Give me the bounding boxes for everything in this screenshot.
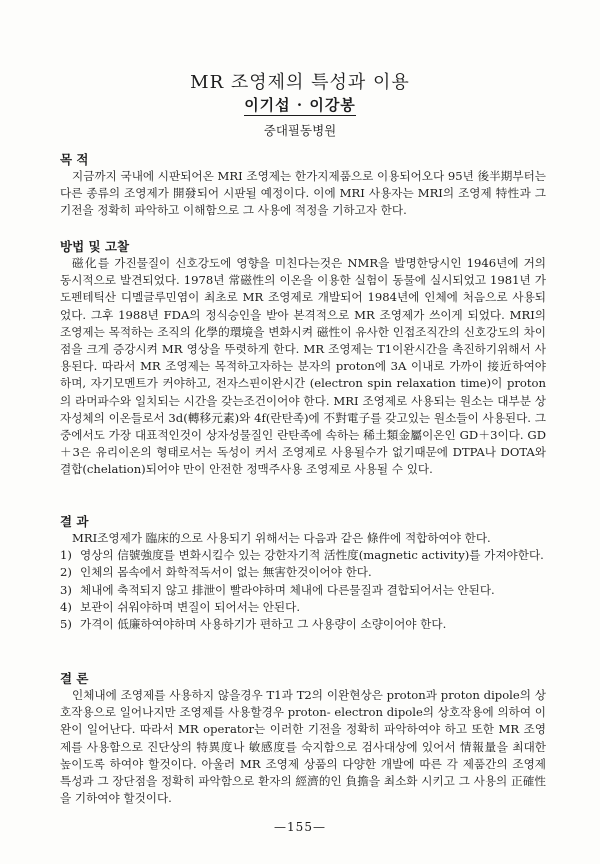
item-text: 보관이 쉬워야하며 변질이 되어서는 안된다. xyxy=(80,599,301,614)
paragraph: 인체내에 조영제를 사용하지 않을경우 T1과 T2의 이완현상은 proton과 proton dipole의 상호작용으로 일어나지만 조영제를 사용할경우 proton- electron dipole의 상호작용에 의하여 이완이 일어난다. 따라서 MR operator는 이러한 기전을 정확히 파악하여야 하고 또한 MR 조영제를 사용함으로 진단상의 特異度나 敏感度를 숙지함으로 검사대상에 있어서 情報量을 최대한 높이도록 하여야 할것이다. 아울러 MR 조영제 상품의 다양한 개발에 따른 각 제품간의 조영제 특성과 그 장단점을 정확히 파악함으로 환자의 經濟的인 負擔을 최소화 시키고 그 사용의 正確性을 기하여야 할것이다. xyxy=(60,688,546,806)
paragraph: 磁化를 가진물질이 신호강도에 영향을 미친다는것은 NMR을 발명한당시인 1946년에 거의 동시적으로 발견되었다. 1978년 常磁性의 이온을 이용한 실험이 동물에 실시되었고 1981년 가도펜테틱산 디멜글루민염이 최초로 MR 조영제로 개발되어 1984년에 인체에 처음으로 사용되었다. 그후 1988년 FDA의 정식승인을 받아 본격적으로 MR 조영제가 쓰이게 되었다. MRI의 조영제는 목적하는 조직의 化學的環境을 변화시켜 磁性이 유사한 인접조직간의 신호강도의 차이점을 크게 증강시켜 MR 영상을 뚜렷하게 한다. MR 조영제는 T1이완시간을 촉진하기위해서 사용된다. 따라서 MR 조영제는 목적하고자하는 분자의 proton에 3A 이내로 가까이 接近하여야하며, 자기모멘트가 커야하고, 전자스핀이완시간 (electron spin relaxation time)이 proton의 라머파수와 일치되는 시간을 갖는조건이어야 한다. MRI 조영제로 사용되는 원소는 대부분 상자성체의 이온들로서 3d(轉移元素)와 4f(란탄족)에 不對電子를 갖고있는 원소들이 사용된다. 그 중에서도 가장 대표적인것이 상자성물질인 란탄족에 속하는 稀土類金屬이온인 GD＋3이다. GD＋3은 유리이온의 형태로서는 독성이 커서 조영제로 사용될수가 없기때문에 DTPA나 DOTA와 결합(chelation)되어야 만이 안전한 정맥주사용 조영제로 사용될 수 있다. xyxy=(60,256,546,477)
paper-title: MR 조영제의 특성과 이용 xyxy=(190,72,410,93)
paragraph: 지금까지 국내에 시판되어온 MRI 조영제는 한가지제품으로 이용되어오다 95년 後半期부터는 다른 종류의 조영제가 開發되어 시판될 예정이다. 이에 MRI 사용자는 MRI의 조영제 特性과 그 기전을 정확히 파악하고 이해함으로 그 사용에 적정을 기하고자 한다. xyxy=(60,169,546,218)
section-body-results xyxy=(60,530,546,633)
list-item xyxy=(60,616,546,633)
section-body-methods xyxy=(60,255,546,479)
affiliation: 중대필동병원 xyxy=(263,123,337,138)
list-item xyxy=(60,599,546,616)
item-text: 체내에 축적되지 않고 排泄이 빨라야하며 체내에 다른물질과 결합되어서는 안된다. xyxy=(80,582,495,597)
conditions-list xyxy=(60,547,546,633)
page-number: —155— xyxy=(274,820,326,834)
section-heading-purpose: 목 적 xyxy=(60,152,89,167)
section-methods xyxy=(60,238,546,479)
section-purpose xyxy=(60,151,546,220)
section-heading-results: 결 과 xyxy=(60,514,89,529)
section-results xyxy=(60,513,546,633)
authors-line xyxy=(0,94,600,115)
section-body-conclusion xyxy=(60,687,546,807)
list-item xyxy=(60,547,546,564)
item-number: 5) xyxy=(60,617,72,632)
item-text: 인체의 몸속에서 화학적독서이 없는 無害한것이어야 한다. xyxy=(80,565,372,580)
results-intro: MRI조영제가 臨床的으로 사용되기 위해서는 다음과 같은 條件에 적합하여야 한다. xyxy=(72,531,491,545)
section-heading-methods: 방법 및 고찰 xyxy=(60,239,130,254)
section-conclusion xyxy=(60,670,546,807)
item-number: 3) xyxy=(60,582,72,597)
item-number: 1) xyxy=(60,548,72,563)
author-names: 이기섭 · 이강봉 xyxy=(244,96,356,114)
item-number: 4) xyxy=(60,599,72,614)
item-number: 2) xyxy=(60,565,72,580)
list-item xyxy=(60,582,546,599)
item-text: 가격이 低廉하여야하며 사용하기가 편하고 그 사용량이 소량이어야 한다. xyxy=(80,617,447,632)
item-text: 영상의 信號強度를 변화시킬수 있는 강한자기적 活性度(magnetic activity)를 가져야한다. xyxy=(80,548,544,563)
section-body-purpose xyxy=(60,168,546,220)
list-item xyxy=(60,564,546,581)
section-heading-conclusion: 결 론 xyxy=(60,671,89,686)
